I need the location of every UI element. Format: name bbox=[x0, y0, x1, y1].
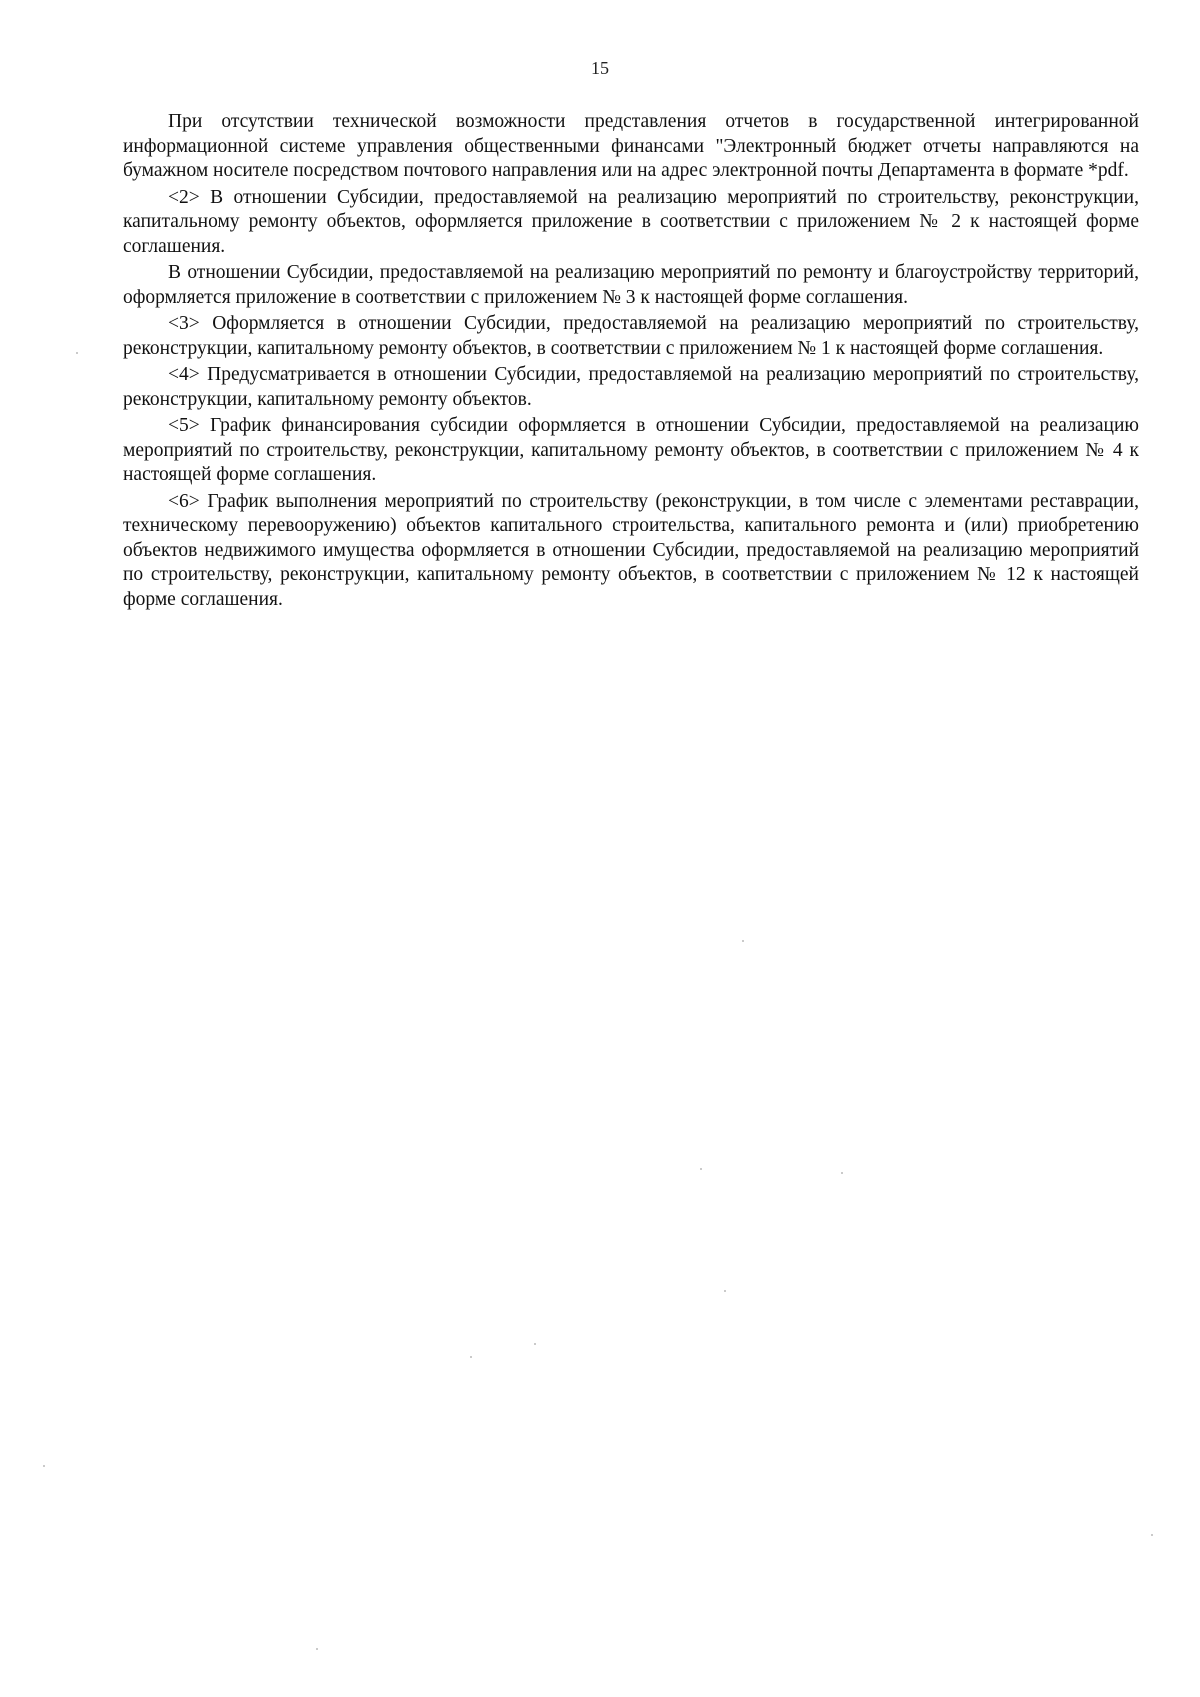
scan-speck bbox=[841, 1172, 843, 1174]
paragraph-footnote-3: <3> Оформляется в отношении Субсидии, предоставляемой на реализацию мероприятий по строительству, реконструкции, капитальному ремонту объектов, в соответствии с приложением № 1 к настоящей форме соглашения. bbox=[123, 313, 1139, 359]
paragraph-footnote-2: <2> В отношении Субсидии, предоставляемой на реализацию мероприятий по строительству, реконструкции, капитальному ремонту объектов, оформляется приложение в соответствии с приложением № 2 к настоящей форме соглашения. bbox=[123, 186, 1139, 257]
scan-speck bbox=[76, 352, 78, 354]
scan-speck bbox=[700, 1168, 702, 1170]
paragraph-footnote-5: <5> График финансирования субсидии оформляется в отношении Субсидии, предоставляемой на реализацию мероприятий по строительству, реконструкции, капитальному ремонту объектов, в соответствии с приложением № 4 к настоящей форме соглашения. bbox=[123, 415, 1139, 485]
paragraph-footnote-4: <4> Предусматривается в отношении Субсидии, предоставляемой на реализацию мероприятий по строительству, реконструкции, капитальному ремонту объектов. bbox=[123, 364, 1139, 410]
scan-speck bbox=[534, 1343, 536, 1345]
scan-speck bbox=[742, 940, 744, 942]
scan-speck bbox=[470, 1356, 472, 1358]
scan-speck bbox=[724, 1290, 726, 1292]
scan-speck bbox=[1151, 1534, 1153, 1536]
paragraph-footnote-2-continued: В отношении Субсидии, предоставляемой на реализацию мероприятий по ремонту и благоустройству территорий, оформляется приложение в соответствии с приложением № 3 к настоящей форме соглашения. bbox=[123, 262, 1139, 308]
scan-speck bbox=[43, 1465, 45, 1467]
scan-speck bbox=[316, 1648, 318, 1650]
page-number: 15 bbox=[591, 58, 609, 78]
document-body bbox=[123, 110, 1139, 614]
paragraph-report-submission: При отсутствии технической возможности представления отчетов в государственной интегрированной информационной системе управления общественными финансами "Электронный бюджет отчеты направляются на бумажном носителе посредством почтового направления или на адрес электронной почты Департамента в формате *pdf. bbox=[123, 111, 1139, 181]
paragraph-footnote-6: <6> График выполнения мероприятий по строительству (реконструкции, в том числе с элементами реставрации, техническому перевооружению) объектов капитального строительства, капитального ремонта и (или) приобретению объектов недвижимого имущества оформляется в отношении Субсидии, предоставляемой на реализацию мероприятий по строительству, реконструкции, капитальному ремонту объектов, в соответствии с приложением № 12 к настоящей форме соглашения. bbox=[123, 490, 1139, 610]
